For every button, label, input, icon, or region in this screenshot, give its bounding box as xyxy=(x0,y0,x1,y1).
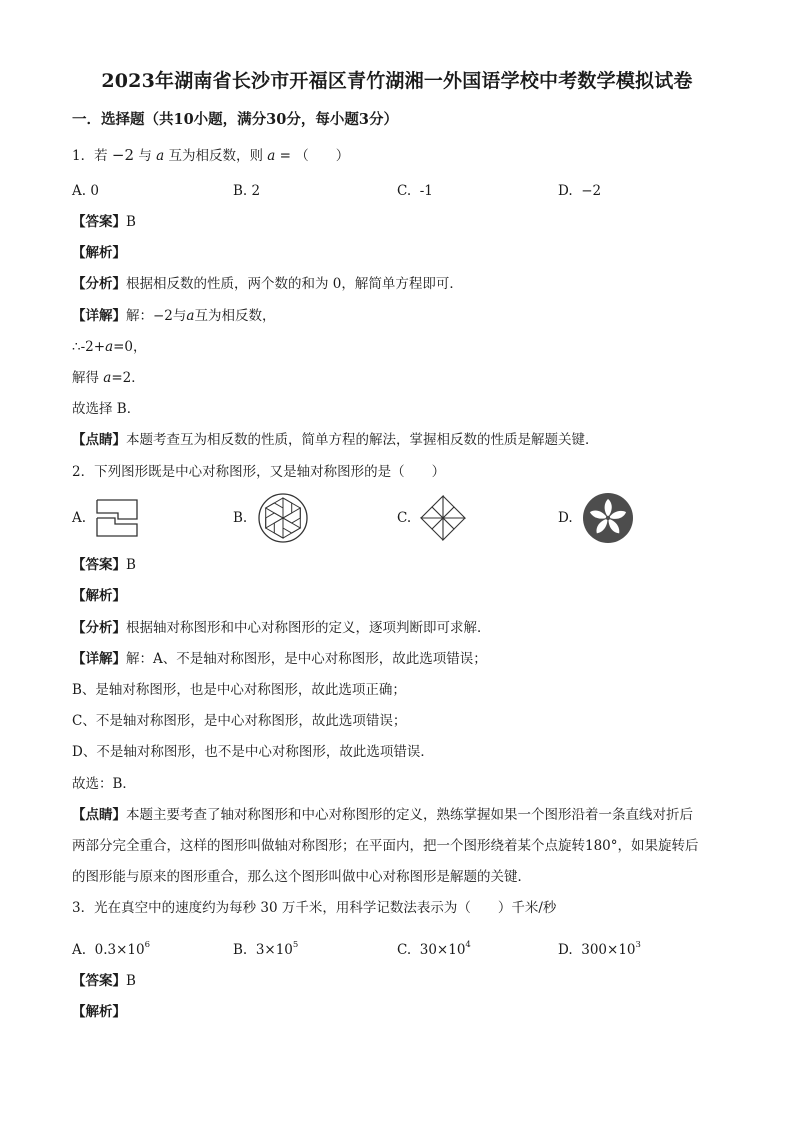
q1-option-d: D. −2 xyxy=(558,183,602,199)
q2-figure-c xyxy=(420,495,466,541)
q1-var-a2: a xyxy=(267,148,276,164)
question-1-stem xyxy=(72,146,349,165)
q3-option-c: C. $30\times 10^4$ xyxy=(397,940,471,958)
q3-option-a: A. $0.3\times 10^6$ xyxy=(72,940,151,958)
q2-option-d-letter: D. xyxy=(558,510,573,526)
page-title: 2023年湖南省长沙市开福区青竹湖湘一外国语学校中考数学模拟试卷 xyxy=(101,70,693,92)
q2-figure-d xyxy=(582,492,634,544)
q1-stem-and: 与 xyxy=(138,148,152,164)
q1-stem-prefix: 1．若 xyxy=(72,148,108,164)
q2-jiexi: 【解析】 xyxy=(72,588,126,604)
q1-equals: = xyxy=(279,148,291,164)
q2-detail: 【详解】解：A、不是轴对称图形，是中心对称图形，故此选项错误； xyxy=(72,651,487,667)
q2-figure-a xyxy=(96,499,138,537)
q1-var-a: a xyxy=(156,148,165,164)
q1-stem-middle: 互为相反数，则 xyxy=(168,148,263,164)
q1-neg-two: −2 xyxy=(111,146,135,164)
q1-step-2: 解得 a=2． xyxy=(72,370,145,386)
q3-option-d: D. $300\times 10^3$ xyxy=(558,940,641,958)
q1-remark: 【点睛】本题考查互为相反数的性质，简单方程的解法，掌握相反数的性质是解题关键． xyxy=(72,432,599,448)
q3-option-b: B. $3\times 10^5$ xyxy=(233,940,299,958)
q2-remark-2: 两部分完全重合，这样的图形叫做轴对称图形；在平面内，把一个图形绕着某个点旋转180°，如果旋转后 xyxy=(72,838,699,854)
q3-answer: 【答案】B xyxy=(72,973,136,989)
question-2-stem: 2．下列图形既是中心对称图形，又是轴对称图形的是（ ） xyxy=(72,464,446,480)
q2-option-c-letter: C. xyxy=(397,510,412,526)
question-3-stem: 3．光在真空中的速度约为每秒 30 万千米，用科学记数法表示为（ ）千米/秒 xyxy=(72,900,557,916)
q2-detail-b: B、是轴对称图形，也是中心对称图形，故此选项正确； xyxy=(72,682,406,698)
q2-detail-c: C、不是轴对称图形，是中心对称图形，故此选项错误； xyxy=(72,713,407,729)
q2-option-a-letter: A. xyxy=(72,510,87,526)
q2-choose: 故选：B． xyxy=(72,776,136,792)
q1-jiexi: 【解析】 xyxy=(72,245,126,261)
section-heading: 一．选择题（共10小题，满分30分，每小题3分） xyxy=(72,111,398,128)
q2-option-b-letter: B. xyxy=(233,510,248,526)
q1-option-c: C. -1 xyxy=(397,183,433,199)
q1-paren: （ ） xyxy=(295,148,350,164)
q2-answer: 【答案】B xyxy=(72,557,136,573)
q2-figure-b xyxy=(257,492,309,544)
q1-analysis: 【分析】根据相反数的性质，两个数的和为 0，解简单方程即可． xyxy=(72,276,463,292)
q1-option-b: B. 2 xyxy=(233,183,261,199)
q1-step-1: ∴-2+a=0， xyxy=(72,339,147,355)
q3-jiexi: 【解析】 xyxy=(72,1004,126,1020)
q2-detail-d: D、不是轴对称图形，也不是中心对称图形，故此选项错误． xyxy=(72,744,434,760)
q2-remark-3: 的图形能与原来的图形重合，那么这个图形叫做中心对称图形是解题的关键． xyxy=(72,869,531,885)
q1-detail: 【详解】解：−2与a互为相反数， xyxy=(72,308,276,324)
q2-remark-1: 【点睛】本题主要考查了轴对称图形和中心对称图形的定义，熟练掌握如果一个图形沿着一条直线对折后 xyxy=(72,807,693,823)
q2-analysis: 【分析】根据轴对称图形和中心对称图形的定义，逐项判断即可求解． xyxy=(72,620,491,636)
q1-step-3: 故选择 B． xyxy=(72,401,141,417)
q1-answer: 【答案】B xyxy=(72,214,136,230)
q1-option-a: A. 0 xyxy=(72,183,99,199)
